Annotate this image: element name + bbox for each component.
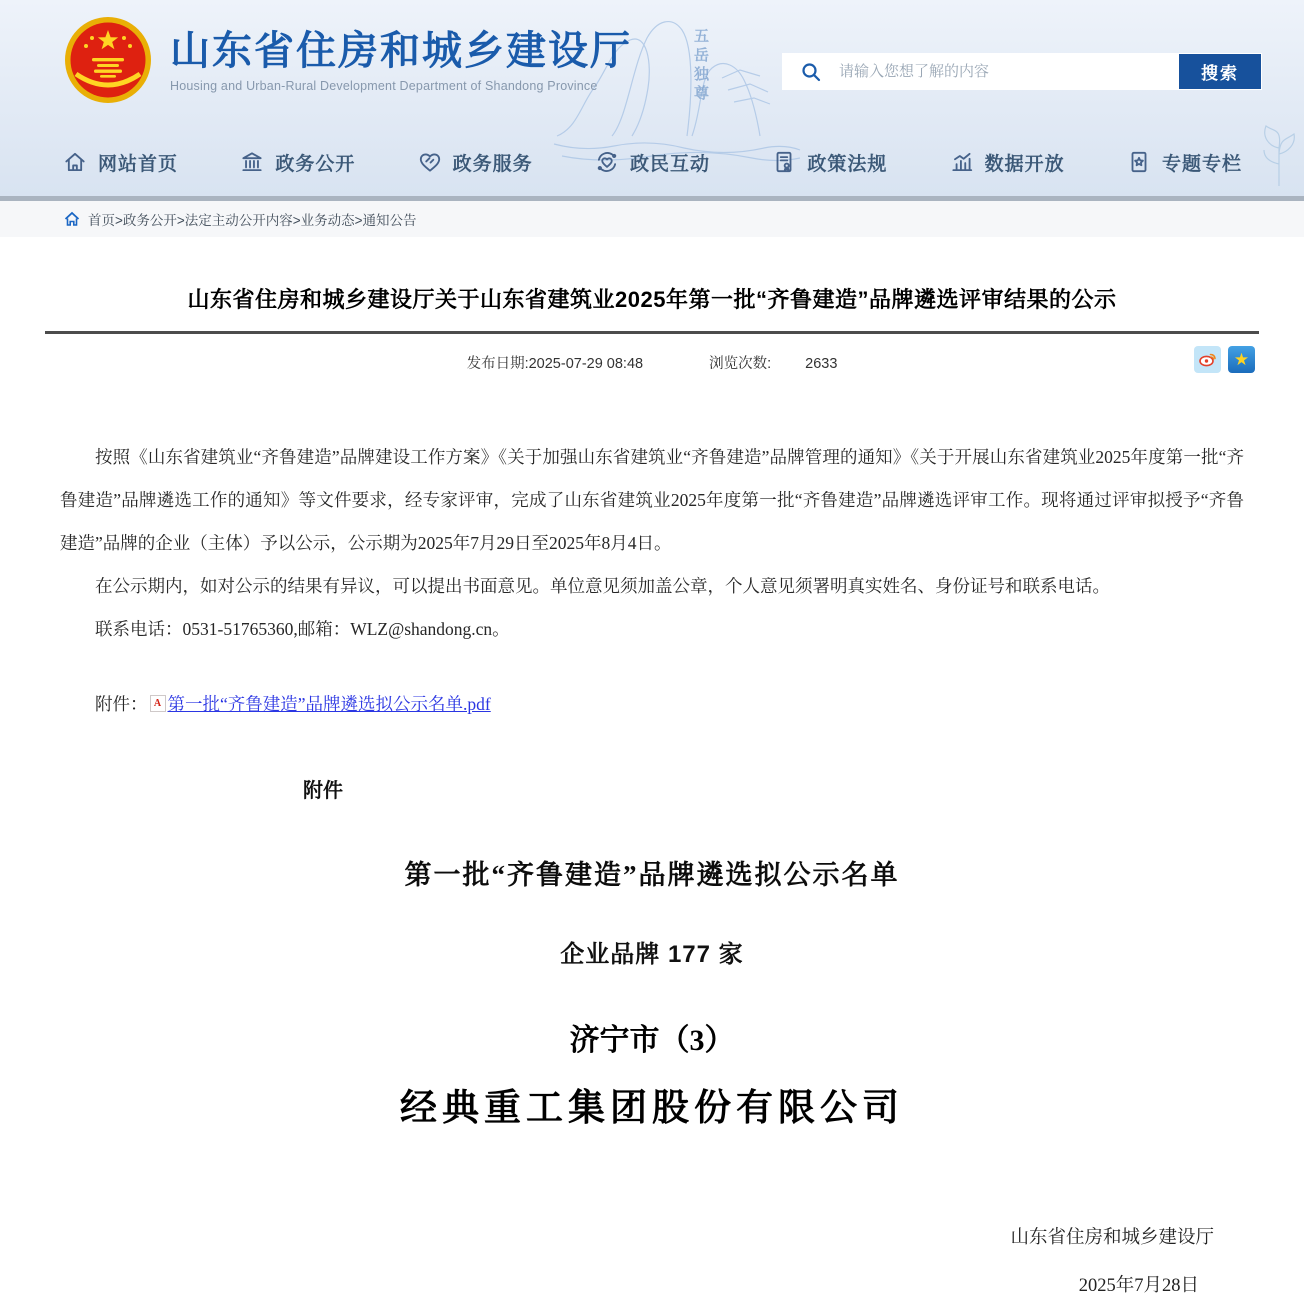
nav-item-label: 网站首页 xyxy=(98,153,179,175)
nav-item-special-columns[interactable] xyxy=(1126,149,1242,176)
views-count: 2633 xyxy=(805,356,838,372)
nav-item-label: 政务服务 xyxy=(452,153,533,175)
attachment-label: 附件： xyxy=(95,694,148,714)
views-label: 浏览次数: xyxy=(709,356,772,372)
search-button[interactable]: 搜索 xyxy=(1179,54,1261,89)
site-logo[interactable] xyxy=(64,16,632,104)
nav-item-gov-services[interactable] xyxy=(417,149,533,176)
city-line: 济宁市（3） xyxy=(569,1024,735,1057)
attachment-row xyxy=(45,691,1259,716)
policy-document-icon xyxy=(771,149,797,175)
publish-date-value: 2025-07-29 08:48 xyxy=(528,356,644,372)
nav-item-home[interactable] xyxy=(62,149,178,176)
data-chart-icon xyxy=(949,149,975,175)
nav-item-label: 专题专栏 xyxy=(1161,153,1242,175)
article-body xyxy=(45,436,1259,651)
site-subtitle: Housing and Urban-Rural Development Department of Shandong Province xyxy=(170,78,598,93)
article-title: 山东省住房和城乡建设厅关于山东省建筑业2025年第一批“齐鲁建造”品牌遴选评审结果的公示 xyxy=(187,287,1117,312)
pdf-icon: A xyxy=(150,695,166,712)
nav-item-interaction[interactable] xyxy=(594,149,710,176)
paragraph: 在公示期内，如对公示的结果有异议，可以提出书面意见。单位意见须加盖公章，个人意见须署明真实姓名、身份证号和联系电话。 xyxy=(95,576,1110,596)
nav-item-label: 政民互动 xyxy=(629,153,710,175)
annex-label: 附件 xyxy=(303,780,343,802)
breadcrumb-home-icon xyxy=(64,211,80,227)
document-title: 第一批“齐鲁建造”品牌遴选拟公示名单 xyxy=(404,860,900,890)
qzone-share-icon[interactable]: ★ xyxy=(1228,346,1255,373)
handshake-icon xyxy=(417,149,443,175)
paragraph: 联系电话：0531-51765360,邮箱：WLZ@shandong.cn。 xyxy=(95,619,510,639)
interaction-heart-icon xyxy=(594,149,620,175)
nav-item-policies[interactable] xyxy=(771,149,887,176)
national-emblem-icon xyxy=(64,16,152,104)
government-building-icon xyxy=(239,149,265,175)
embedded-document xyxy=(45,774,1259,1131)
nav-item-label: 政策法规 xyxy=(807,153,888,175)
nav-item-label: 政务公开 xyxy=(275,153,356,175)
company-line: 经典重工集团股份有限公司 xyxy=(400,1088,904,1129)
brand-count-line: 企业品牌 177 家 xyxy=(560,941,744,968)
signature-date: 2025年7月28日 xyxy=(1078,1276,1199,1296)
home-icon xyxy=(62,149,88,175)
mountain-decoration-text: 五岳独尊 xyxy=(692,28,709,104)
site-header xyxy=(0,0,1304,196)
site-title: 山东省住房和城乡建设厅 xyxy=(170,28,632,73)
main-navigation xyxy=(0,133,1304,191)
nav-item-gov-disclosure[interactable] xyxy=(239,149,355,176)
search-input[interactable] xyxy=(839,54,1179,89)
breadcrumb xyxy=(0,201,1304,237)
paragraph: 按照《山东省建筑业“齐鲁建造”品牌建设工作方案》《关于加强山东省建筑业“齐鲁建造”品牌管理的通知》《关于开展山东省建筑业2025年度第一批“齐鲁建造”品牌遴选工作的通知》等文件要求，经专家评审，完成了山东省建筑业2025年度第一批“齐鲁建造”品牌遴选评审工作。现将通过评审拟授予“齐鲁建造”品牌的企业（主体）予以公示，公示期为2025年7月29日至2025年8月4日。 xyxy=(60,447,1244,553)
breadcrumb-path[interactable]: 首页>政务公开>法定主动公开内容>业务动态>通知公告 xyxy=(88,213,417,228)
article-content xyxy=(0,283,1304,1311)
attachment-link[interactable]: 第一批“齐鲁建造”品牌遴选拟公示名单.pdf xyxy=(167,694,491,714)
nav-item-open-data[interactable] xyxy=(949,149,1065,176)
weibo-share-icon[interactable] xyxy=(1194,346,1221,373)
search-box xyxy=(782,53,1262,90)
nav-item-label: 数据开放 xyxy=(984,153,1065,175)
signature-name: 山东省住房和城乡建设厅 xyxy=(1010,1228,1214,1248)
signature-block xyxy=(45,1223,1259,1311)
search-icon xyxy=(783,54,839,89)
title-divider xyxy=(45,331,1259,334)
star-document-icon xyxy=(1126,149,1152,175)
article-meta xyxy=(45,340,1259,384)
publish-date-label: 发布日期: xyxy=(466,356,529,372)
